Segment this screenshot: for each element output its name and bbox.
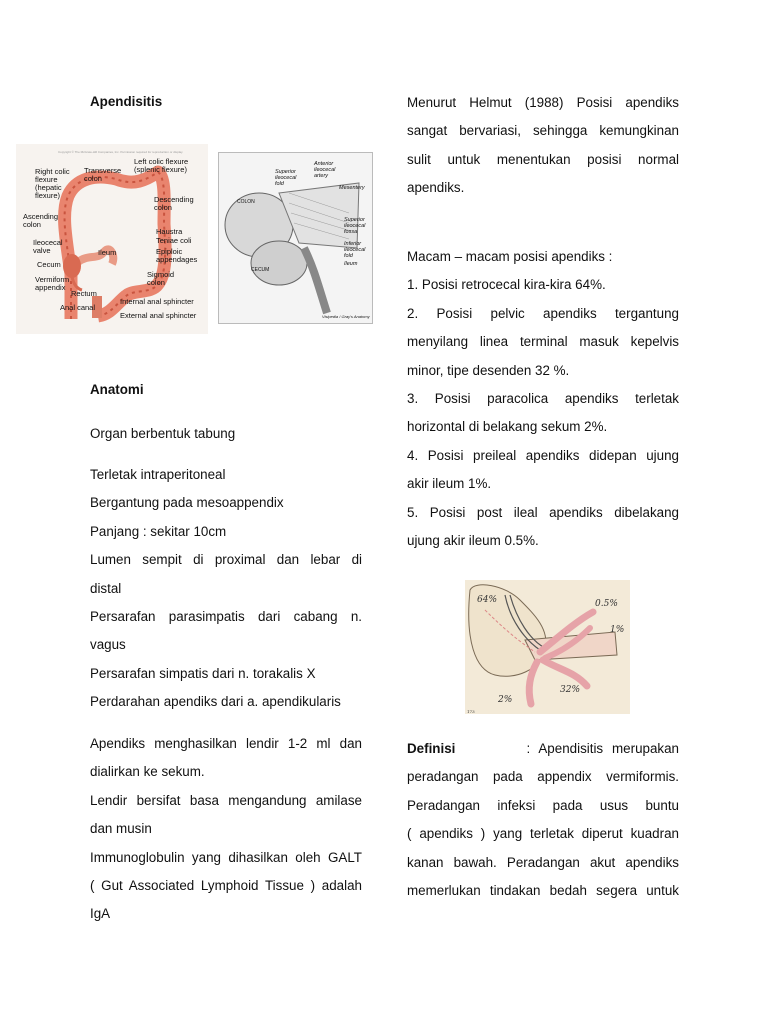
- label-32: 32%: [560, 685, 581, 695]
- appendix-sketch: [304, 248, 327, 313]
- organ-text: Organ berbentuk tabung: [90, 426, 236, 441]
- label-rectum: Rectum: [71, 289, 97, 298]
- anatomy-item: Terletak intraperitoneal: [90, 467, 226, 482]
- label-inferior-fold: Inferior: [344, 241, 362, 247]
- label-anterior-3: artery: [314, 173, 329, 179]
- intro-paragraph: [407, 89, 679, 203]
- ileocecal-diagram: [219, 153, 372, 323]
- definition-line: ( apendiks ) yang terletak diperut kuadran: [407, 826, 679, 842]
- label-num: 173: [467, 709, 475, 714]
- cecum-sketch: [251, 241, 307, 285]
- label-descending-2: colon: [154, 203, 172, 212]
- position-item: akir ileum 1%.: [407, 476, 492, 492]
- label-credit: Visipedia / Gray's Anatomy: [322, 314, 370, 319]
- position-item: 4. Posisi preileal apendiks didepan ujung: [407, 447, 679, 463]
- label-05: 0.5%: [595, 599, 618, 609]
- position-item: menyilang linea terminal masuk kepelvis: [407, 334, 679, 350]
- position-item: 3. Posisi paracolica apendiks terletak: [407, 391, 679, 407]
- colon-anatomy-figure: [16, 144, 208, 334]
- anatomy-item: Persarafan simpatis dari n. torakalis X: [90, 665, 316, 681]
- pelvic-appendix: [543, 660, 587, 686]
- label-haustra: Haustra: [156, 227, 183, 236]
- label-inferior-fold-2: ileocecal: [344, 247, 366, 253]
- label-epiploic: Epiploic: [156, 247, 183, 256]
- definition-paragraph: [407, 735, 679, 905]
- page-title: Apendisitis: [90, 94, 163, 109]
- intro-line: sangat bervariasi, sehingga kemungkinan: [407, 123, 679, 139]
- label-right-colic: Right colic: [35, 167, 70, 176]
- label-superior-fossa-3: fossa: [344, 229, 358, 235]
- label-vermiform: Vermiform: [35, 275, 70, 284]
- label-sigmoid-2: colon: [147, 278, 165, 287]
- definition-term: Definisi: [407, 741, 456, 756]
- label-1: 1%: [610, 625, 625, 635]
- label-teniae: Teniae coli: [156, 236, 192, 245]
- label-cecum-2: CECUM: [251, 267, 270, 273]
- positions-heading: Macam – macam posisi apendiks :: [407, 249, 613, 264]
- anatomy-item: distal: [90, 580, 122, 596]
- anatomy-item: vagus: [90, 637, 126, 653]
- position-item: 2. Posisi pelvic apendiks tergantung: [407, 305, 679, 321]
- label-external: External anal sphincter: [120, 311, 197, 320]
- fig1-copyright: Copyright © The McGraw-Hill Companies, Inc. Permission required for reproduction or display.: [58, 150, 184, 154]
- label-2: 2%: [498, 695, 513, 705]
- label-vermiform-2: appendix: [35, 283, 66, 292]
- definition-line: kanan bawah. Peradangan akut apendiks: [407, 854, 679, 870]
- label-colon: COLON: [237, 199, 255, 205]
- label-anal-canal: Anal canal: [60, 303, 96, 312]
- anatomy-item: dan musin: [90, 821, 152, 837]
- position-item: minor, tipe desenden 32 %.: [407, 362, 570, 378]
- label-transverse-2: colon: [84, 174, 102, 183]
- label-anterior-2: ileocecal: [314, 167, 336, 173]
- label-right-colic-3: (hepatic: [35, 183, 62, 192]
- label-sigmoid: Sigmoid: [147, 270, 175, 279]
- anatomy-organ: [90, 420, 362, 448]
- anatomy-heading: Anatomi: [90, 382, 144, 397]
- label-ascending-2: colon: [23, 220, 41, 229]
- label-ileum-2: Ileum: [344, 261, 358, 267]
- colon-diagram: [16, 144, 208, 334]
- label-inferior-fold-3: fold: [344, 253, 353, 259]
- anatomy-item: Bergantung pada mesoappendix: [90, 495, 284, 511]
- label-descending: Descending: [154, 195, 194, 204]
- anatomy-item: Perdarahan apendiks dari a. apendikularis: [90, 694, 341, 710]
- anatomy-item: Lendir bersifat basa mengandung amilase: [90, 792, 362, 808]
- label-superior-fold: Superior: [275, 169, 296, 175]
- anatomy-item: Persarafan parasimpatis dari cabang n.: [90, 609, 362, 625]
- label-epiploic-2: appendages: [156, 255, 198, 264]
- label-cecum: Cecum: [37, 260, 61, 269]
- anatomy-item: Panjang : sekitar 10cm: [90, 523, 227, 539]
- anatomy-item: ( Gut Associated Lymphoid Tissue ) adalah: [90, 878, 362, 894]
- label-left-colic: Left colic flexure: [134, 157, 189, 166]
- definition-line: : Apendisitis merupakan: [526, 741, 680, 756]
- label-64: 64%: [477, 595, 498, 605]
- anatomy-item: dialirkan ke sekum.: [90, 764, 205, 780]
- definition-line: peradangan pada appendix vermiformis.: [407, 769, 679, 785]
- anatomy-list: [90, 461, 362, 717]
- position-item: ujung akir ileum 0.5%.: [407, 533, 539, 549]
- anatomy-list-2: [90, 730, 362, 929]
- label-superior-fold-2: ileocecal: [275, 175, 297, 181]
- label-anterior: Anterior: [314, 161, 334, 167]
- label-superior-fossa-2: ileocecal: [344, 223, 366, 229]
- paracolic-appendix: [529, 662, 537, 704]
- ileocecal-figure: [218, 152, 373, 324]
- definition-first-line: [407, 735, 679, 763]
- label-superior-fossa: Superior: [344, 217, 365, 223]
- label-right-colic-4: flexure): [35, 191, 61, 200]
- appendix-positions-figure: [465, 580, 630, 714]
- label-ileum: Ileum: [98, 248, 117, 257]
- label-ileocecal-2: valve: [33, 246, 51, 255]
- appendix-positions-diagram: [465, 580, 630, 714]
- anatomy-item: Immunoglobulin yang dihasilkan oleh GALT: [90, 849, 362, 865]
- intro-line: sulit untuk menentukan posisi normal: [407, 151, 679, 167]
- label-superior-fold-3: fold: [275, 181, 284, 187]
- intro-line: Menurut Helmut (1988) Posisi apendiks: [407, 95, 679, 110]
- anatomy-item: IgA: [90, 906, 111, 922]
- position-item: 5. Posisi post ileal apendiks dibelakang: [407, 504, 679, 520]
- label-transverse: Transverse: [84, 166, 122, 175]
- anatomy-item: Lumen sempit di proximal dan lebar di: [90, 552, 362, 568]
- intro-line: apendiks.: [407, 180, 465, 196]
- anatomy-item: Apendiks menghasilkan lendir 1-2 ml dan: [90, 736, 362, 751]
- position-item: 1. Posisi retrocecal kira-kira 64%.: [407, 277, 606, 293]
- label-internal: Internal anal sphincter: [120, 297, 194, 306]
- label-right-colic-2: flexure: [35, 175, 58, 184]
- position-item: horizontal di belakang sekum 2%.: [407, 419, 608, 435]
- label-mesentery: Mesentery: [339, 185, 365, 191]
- definition-line: Peradangan infeksi pada usus buntu: [407, 797, 679, 813]
- label-left-colic-2: (splenic flexure): [134, 165, 187, 174]
- label-ascending: Ascending: [23, 212, 59, 221]
- definition-line: memerlukan tindakan bedah segera untuk: [407, 883, 679, 899]
- label-ileocecal: Ileocecal: [33, 238, 63, 247]
- positions-list: [407, 243, 679, 555]
